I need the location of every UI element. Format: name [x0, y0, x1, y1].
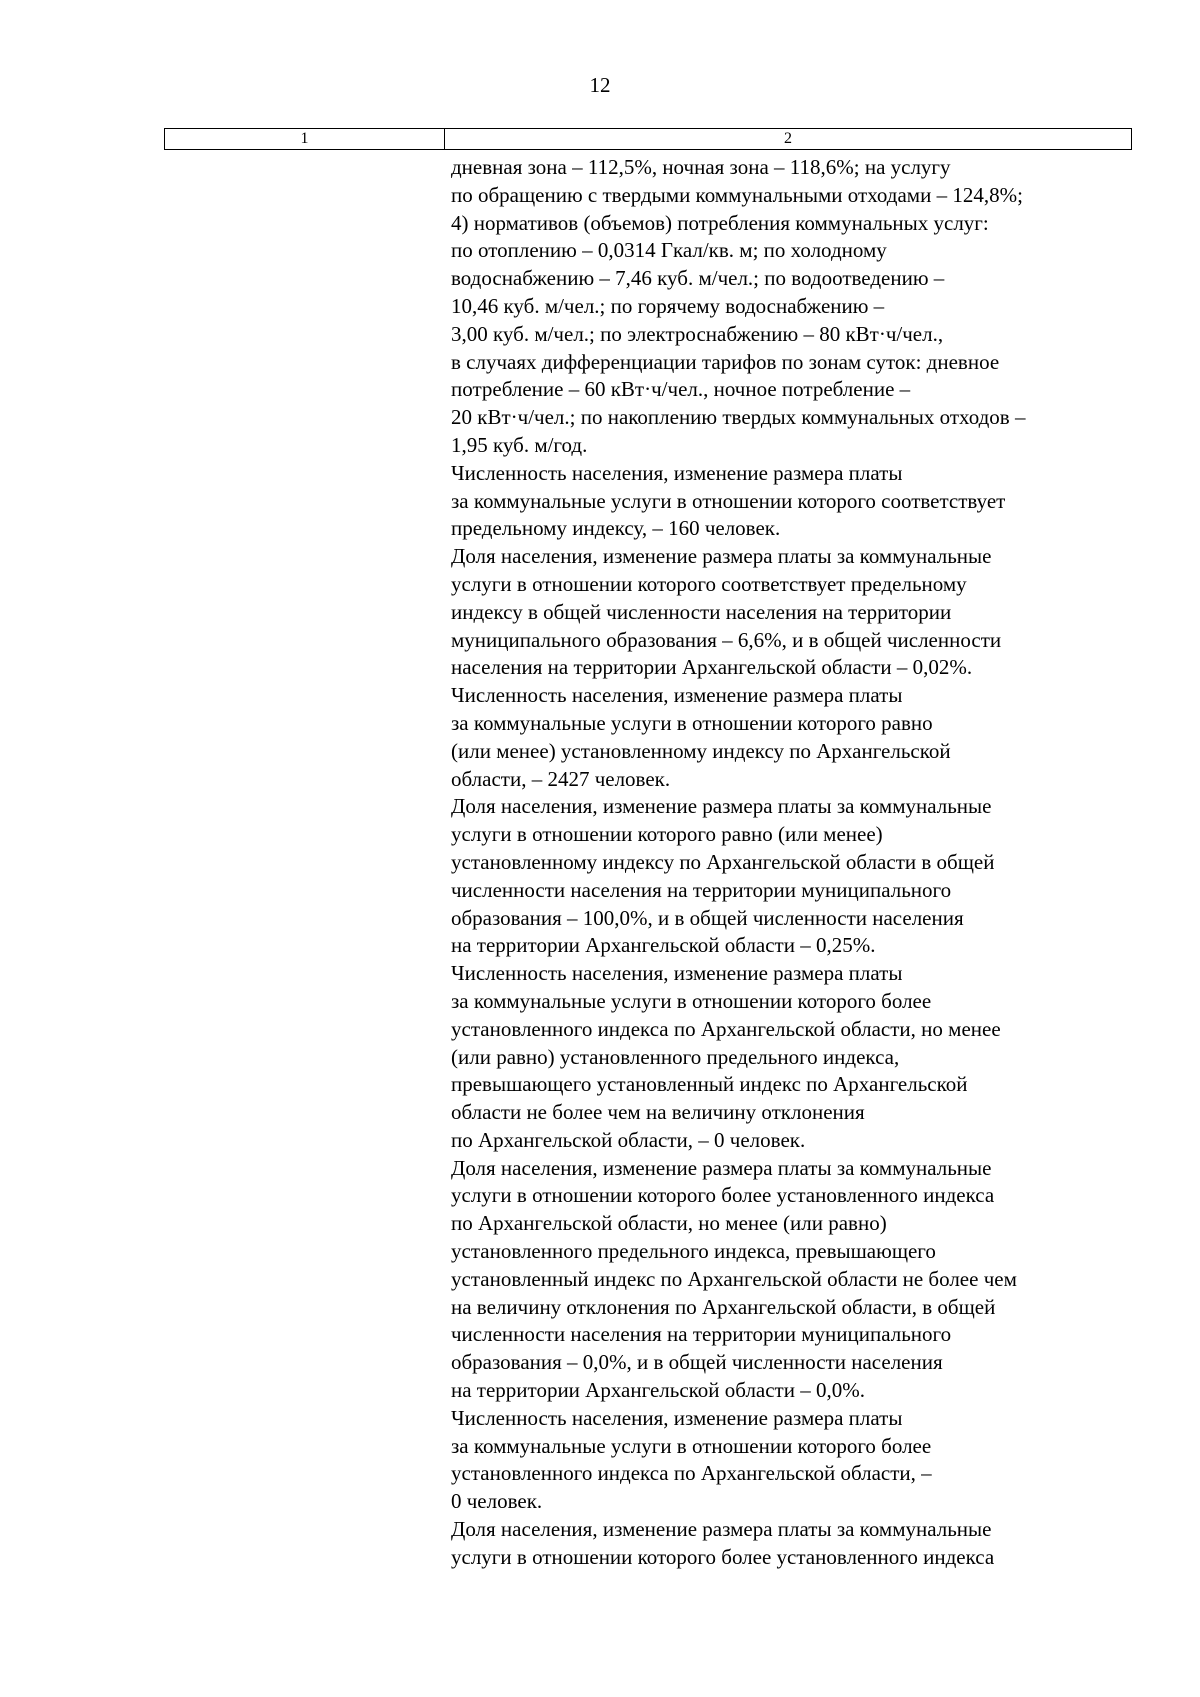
text-line: муниципального образования – 6,6%, и в общей численности [451, 627, 1002, 652]
text-line: услуги в отношении которого более установленного индекса [451, 1183, 995, 1208]
text-line: на территории Архангельской области – 0,0%. [451, 1378, 865, 1403]
text-line: потребление – 60 кВт·ч/чел., ночное потребление – [451, 377, 911, 402]
text-line: установленного предельного индекса, превышающего [451, 1239, 936, 1264]
text-line: по Архангельской области, но менее (или равно) [451, 1211, 887, 1236]
text-line: по Архангельской области, – 0 человек. [451, 1127, 806, 1152]
text-line: за коммунальные услуги в отношении которого более [451, 1433, 932, 1458]
text-line: на величину отклонения по Архангельской области, в общей [451, 1294, 996, 1319]
text-line: Доля населения, изменение размера платы за коммунальные [451, 1155, 992, 1180]
table-column-1 [164, 150, 444, 1570]
text-line: установленного индекса по Архангельской области, – [451, 1461, 932, 1486]
text-line: на территории Архангельской области – 0,25%. [451, 933, 876, 958]
text-line: Численность населения, изменение размера платы [451, 961, 903, 986]
text-line: населения на территории Архангельской области – 0,02%. [451, 655, 973, 680]
text-line: установленному индексу по Архангельской области в общей [451, 849, 995, 874]
text-line: услуги в отношении которого более установленного индекса [451, 1544, 995, 1569]
text-line: по обращению с твердыми коммунальными отходами – 124,8%; [451, 182, 1023, 207]
text-line: 10,46 куб. м/чел.; по горячему водоснабжению – [451, 293, 885, 318]
text-line: по отоплению – 0,0314 Гкал/кв. м; по холодному [451, 238, 887, 263]
text-line: области не более чем на величину отклонения [451, 1100, 865, 1125]
text-line: 4) нормативов (объемов) потребления коммунальных услуг: [451, 210, 989, 235]
table-header-row [164, 128, 1132, 150]
text-line: установленный индекс по Архангельской области не более чем [451, 1266, 1017, 1291]
text-line: услуги в отношении которого равно (или менее) [451, 822, 883, 847]
text-line: индексу в общей численности населения на территории [451, 599, 952, 624]
text-line: в случаях дифференциации тарифов по зонам суток: дневное [451, 349, 1000, 374]
text-line: (или равно) установленного предельного индекса, [451, 1044, 900, 1069]
text-line: Численность населения, изменение размера платы [451, 460, 903, 485]
text-line: Доля населения, изменение размера платы за коммунальные [451, 544, 992, 569]
text-line: образования – 100,0%, и в общей численности населения [451, 905, 964, 930]
text-line: Численность населения, изменение размера платы [451, 1405, 903, 1430]
table-column-2-text [451, 154, 1141, 1572]
text-line: Доля населения, изменение размера платы за коммунальные [451, 1517, 992, 1542]
text-line: (или менее) установленному индексу по Архангельской [451, 738, 951, 763]
text-line: установленного индекса по Архангельской области, но менее [451, 1016, 1001, 1041]
text-line: 1,95 куб. м/год. [451, 432, 588, 457]
text-line: водоснабжению – 7,46 куб. м/чел.; по водоотведению – [451, 266, 945, 291]
table-header-col-2: 2 [784, 130, 792, 147]
text-line: области, – 2427 человек. [451, 766, 671, 791]
text-line: численности населения на территории муниципального [451, 1322, 952, 1347]
text-line: Доля населения, изменение размера платы за коммунальные [451, 794, 992, 819]
text-line: Численность населения, изменение размера платы [451, 683, 903, 708]
text-line: 20 кВт·ч/чел.; по накоплению твердых коммунальных отходов – [451, 405, 1026, 430]
text-line: превышающего установленный индекс по Архангельской [451, 1072, 968, 1097]
text-line: предельному индексу, – 160 человек. [451, 516, 781, 541]
table-header-col-1: 1 [165, 129, 445, 149]
text-line: 0 человек. [451, 1489, 543, 1514]
text-line: услуги в отношении которого соответствует предельному [451, 571, 967, 596]
text-line: численности населения на территории муниципального [451, 877, 952, 902]
text-line: за коммунальные услуги в отношении которого соответствует [451, 488, 1006, 513]
text-line: 3,00 куб. м/чел.; по электроснабжению – 80 кВт·ч/чел., [451, 321, 944, 346]
text-line: дневная зона – 112,5%, ночная зона – 118,6%; на услугу [451, 155, 951, 179]
text-line: за коммунальные услуги в отношении которого равно [451, 710, 933, 735]
page-number: 12 [589, 73, 611, 97]
text-line: образования – 0,0%, и в общей численности населения [451, 1350, 943, 1375]
text-line: за коммунальные услуги в отношении которого более [451, 988, 932, 1013]
